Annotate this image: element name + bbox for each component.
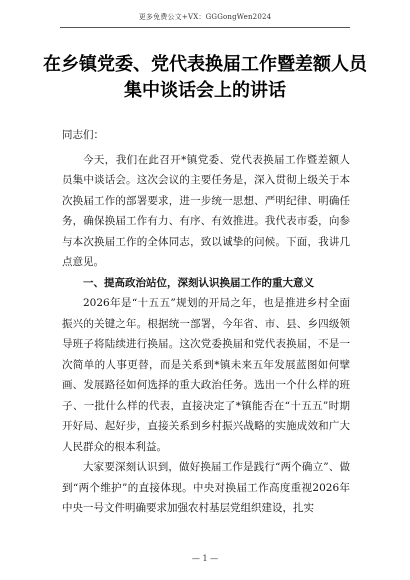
- body-paragraph: 2026年是“十五五”规划的开局之年，也是推进乡村全面振兴的关键之年。根据统一部署，今年省、市、县、乡四级领导班子将陆续进行换届。这次党委换届和党代表换届，不是一次简单的人事更替，而是关系到*镇未来五年发展蓝图如何擘画、发展路径如何选择的重大政治任务。选出一个什么样的班子、一批什么样的代表，直接决定了*镇能否在“十五五”时期开好局、起好步，直接关系到乡村振兴战略的实施成效和广大人民群众的根本利益。: [62, 297, 350, 453]
- document-body: [62, 125, 350, 519]
- page-number: — 1 —: [191, 554, 219, 563]
- body-paragraph: 大家要深刻认识到，做好换届工作是践行“两个确立”、做到“两个维护”的直接体现。中央对换届工作高度重视2026年中央一号文件明确要求加强农村基层党组织建设，扎实: [62, 461, 350, 514]
- intro-paragraph: 今天，我们在此召开*镇党委、党代表换届工作暨差额人员集中谈话会。这次会议的主要任务是，深入贯彻上级关于本次换届工作的部署要求，进一步统一思想、严明纪律、明确任务，确保换届工作有力、有序、有效推进。我代表市委，向参与本次换届工作的全体同志，致以诚挚的问候。下面，我讲几点意见。: [62, 153, 350, 268]
- header-note: 更多免费公文+VX：GGGongWen2024: [138, 13, 272, 21]
- header-divider: [60, 27, 350, 28]
- salutation: 同志们：: [62, 129, 104, 141]
- section-heading: 一、提高政治站位，深刻认识换届工作的重大意义: [83, 276, 314, 289]
- document-title: 在乡镇党委、党代表换届工作暨差额人员集中谈话会上的讲话: [43, 54, 367, 101]
